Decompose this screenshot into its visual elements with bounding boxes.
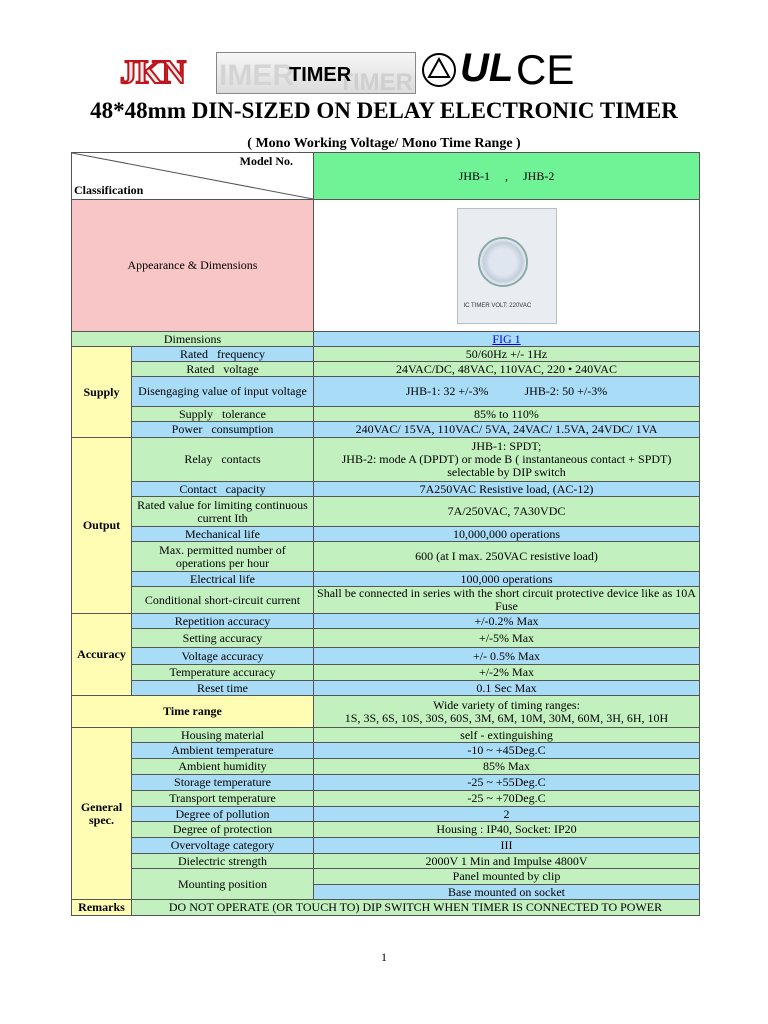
time-range-line-2: 1S, 3S, 6S, 10S, 30S, 60S, 3M, 6M, 10M, 30M, 60M, 3H, 6H, 10H: [344, 710, 669, 725]
page-number: 1: [381, 950, 387, 964]
row-label: Relay contacts: [132, 438, 314, 482]
row-value: 85% to 110%: [314, 407, 700, 422]
row-value: 600 (at I max. 250VAC resistive load): [314, 542, 700, 572]
row-value: +/-2% Max: [314, 665, 700, 681]
table-row: [72, 527, 700, 542]
page-title: 48*48mm DIN-SIZED ON DELAY ELECTRONIC TIMER: [90, 98, 678, 123]
row-value: +/-5% Max: [314, 629, 700, 648]
dimensions-label: Dimensions: [72, 332, 314, 347]
row-value: +/- 0.5% Max: [314, 648, 700, 665]
table-row: [72, 807, 700, 822]
table-row: [72, 614, 700, 629]
table-row: [72, 587, 700, 614]
time-range-row: [72, 696, 700, 728]
appearance-image-cell: [314, 200, 700, 332]
row-value: 0.1 Sec Max: [314, 681, 700, 696]
row-value: Housing : IP40, Socket: IP20: [314, 822, 700, 838]
row-label: Contact capacity: [132, 482, 314, 497]
row-value: -10 ~ +45Deg.C: [314, 743, 700, 759]
row-label: Degree of protection: [132, 822, 314, 838]
header-row: [72, 153, 700, 200]
page-subtitle: ( Mono Working Voltage/ Mono Time Range ): [247, 136, 521, 151]
relay-value: [314, 438, 700, 482]
table-row: [72, 629, 700, 648]
row-value: 240VAC/ 15VA, 110VAC/ 5VA, 24VAC/ 1.5VA, 24VDC/ 1VA: [314, 422, 700, 438]
remarks-label: Remarks: [72, 900, 132, 916]
row-label: Storage temperature: [132, 775, 314, 791]
row-label: Overvoltage category: [132, 838, 314, 854]
logo-row: [116, 44, 576, 92]
accuracy-group-label: Accuracy: [72, 614, 132, 696]
row-value: +/-0.2% Max: [314, 614, 700, 629]
time-range-label: Time range: [72, 696, 314, 728]
row-label: Rated value for limiting continuous current Ith: [132, 497, 314, 527]
mounting-value-1: Panel mounted by clip: [314, 869, 700, 885]
appearance-label: Appearance & Dimensions: [72, 200, 314, 332]
row-value: 7A/250VAC, 7A30VDC: [314, 497, 700, 527]
row-label: Ambient temperature: [132, 743, 314, 759]
relay-line-3: selectable by DIP switch: [447, 465, 566, 479]
row-label: Disengaging value of input voltage: [132, 377, 314, 407]
remarks-value: DO NOT OPERATE (OR TOUCH TO) DIP SWITCH WHEN TIMER IS CONNECTED TO POWER: [132, 900, 700, 916]
table-row: [72, 838, 700, 854]
row-label: Dielectric strength: [132, 854, 314, 869]
appearance-row: [72, 200, 700, 332]
row-value: III: [314, 838, 700, 854]
time-range-value: [314, 696, 700, 728]
row-value: Shall be connected in series with the short circuit protective device like as 10A Fuse: [314, 587, 700, 614]
timer-banner: [216, 52, 416, 94]
output-group-label: Output: [72, 438, 132, 614]
ul-mark-icon: UL: [460, 46, 514, 90]
row-label: Temperature accuracy: [132, 665, 314, 681]
supply-group-label: Supply: [72, 347, 132, 438]
row-value: JHB-1: 32 +/-3% JHB-2: 50 +/-3%: [314, 377, 700, 407]
row-label: Electrical life: [132, 572, 314, 587]
row-value: 85% Max: [314, 759, 700, 775]
row-label: Power consumption: [132, 422, 314, 438]
row-label: Reset time: [132, 681, 314, 696]
row-value: -25 ~ +55Deg.C: [314, 775, 700, 791]
row-value: 10,000,000 operations: [314, 527, 700, 542]
row-label: Conditional short-circuit current: [132, 587, 314, 614]
table-row: [72, 542, 700, 572]
table-row: [72, 572, 700, 587]
row-label: Degree of pollution: [132, 807, 314, 822]
table-row: [72, 407, 700, 422]
mounting-value-2: Base mounted on socket: [314, 885, 700, 900]
row-label: Transport temperature: [132, 791, 314, 807]
header-cell: [72, 153, 314, 200]
row-label: Rated frequency: [132, 347, 314, 362]
table-row: [72, 665, 700, 681]
row-value: self - extinguishing: [314, 728, 700, 743]
remarks-row: [72, 900, 700, 916]
row-value: 24VAC/DC, 48VAC, 110VAC, 220 • 240VAC: [314, 362, 700, 377]
row-label: Ambient humidity: [132, 759, 314, 775]
classification-label: Classification: [74, 183, 144, 197]
table-row: [72, 347, 700, 362]
ce-mark-icon: CE: [516, 46, 575, 93]
row-label: Setting accuracy: [132, 629, 314, 648]
row-label: Housing material: [132, 728, 314, 743]
row-value: 100,000 operations: [314, 572, 700, 587]
mounting-label: Mounting position: [132, 869, 314, 900]
table-row: [72, 743, 700, 759]
general-group-label: General spec.: [72, 728, 132, 900]
row-label: Repetition accuracy: [132, 614, 314, 629]
row-value: 50/60Hz +/- 1Hz: [314, 347, 700, 362]
table-row: [72, 759, 700, 775]
timer-label: TIMER: [289, 64, 352, 86]
model-values: JHB-1 , JHB-2: [314, 153, 700, 200]
table-row: [72, 438, 700, 482]
table-row: [72, 648, 700, 665]
table-row: [72, 482, 700, 497]
timer-ghost-text: IMER: [219, 59, 294, 92]
table-row: [72, 377, 700, 407]
timer-dial-icon: [478, 237, 528, 287]
fig1-link[interactable]: FIG 1: [492, 331, 521, 346]
table-row: [72, 822, 700, 838]
relay-line-1: JHB-1: SPDT;: [471, 439, 542, 453]
row-value: 2: [314, 807, 700, 822]
relay-line-2: JHB-2: mode A (DPDT) or mode B ( instantaneous contact + SPDT): [341, 452, 672, 466]
dimensions-row: [72, 332, 700, 347]
timer-ghost-text-2: TIMER: [338, 69, 413, 94]
row-value: 2000V 1 Min and Impulse 4800V: [314, 854, 700, 869]
table-row: [72, 728, 700, 743]
table-row: [72, 362, 700, 377]
table-row: [72, 869, 700, 885]
table-row: [72, 854, 700, 869]
row-value: 7A250VAC Resistive load, (AC-12): [314, 482, 700, 497]
row-label: Voltage accuracy: [132, 648, 314, 665]
row-label: Max. permitted number of operations per hour: [132, 542, 314, 572]
row-label: Supply tolerance: [132, 407, 314, 422]
table-row: [72, 775, 700, 791]
dimensions-value: [314, 332, 700, 347]
spec-table: [71, 152, 700, 916]
tuv-mark-icon: [421, 52, 457, 88]
jkn-logo: JKN: [120, 54, 185, 91]
row-label: Mechanical life: [132, 527, 314, 542]
model-no-label: Model No.: [239, 154, 293, 168]
table-row: [72, 791, 700, 807]
table-row: [72, 681, 700, 696]
table-row: [72, 497, 700, 527]
row-label: Rated voltage: [132, 362, 314, 377]
timer-device-image: [457, 208, 557, 324]
table-row: [72, 422, 700, 438]
time-range-line-1: Wide variety of timing ranges:: [433, 697, 580, 712]
device-label: IC TIMER VOLT: 220VAC: [463, 302, 532, 309]
row-value: -25 ~ +70Deg.C: [314, 791, 700, 807]
